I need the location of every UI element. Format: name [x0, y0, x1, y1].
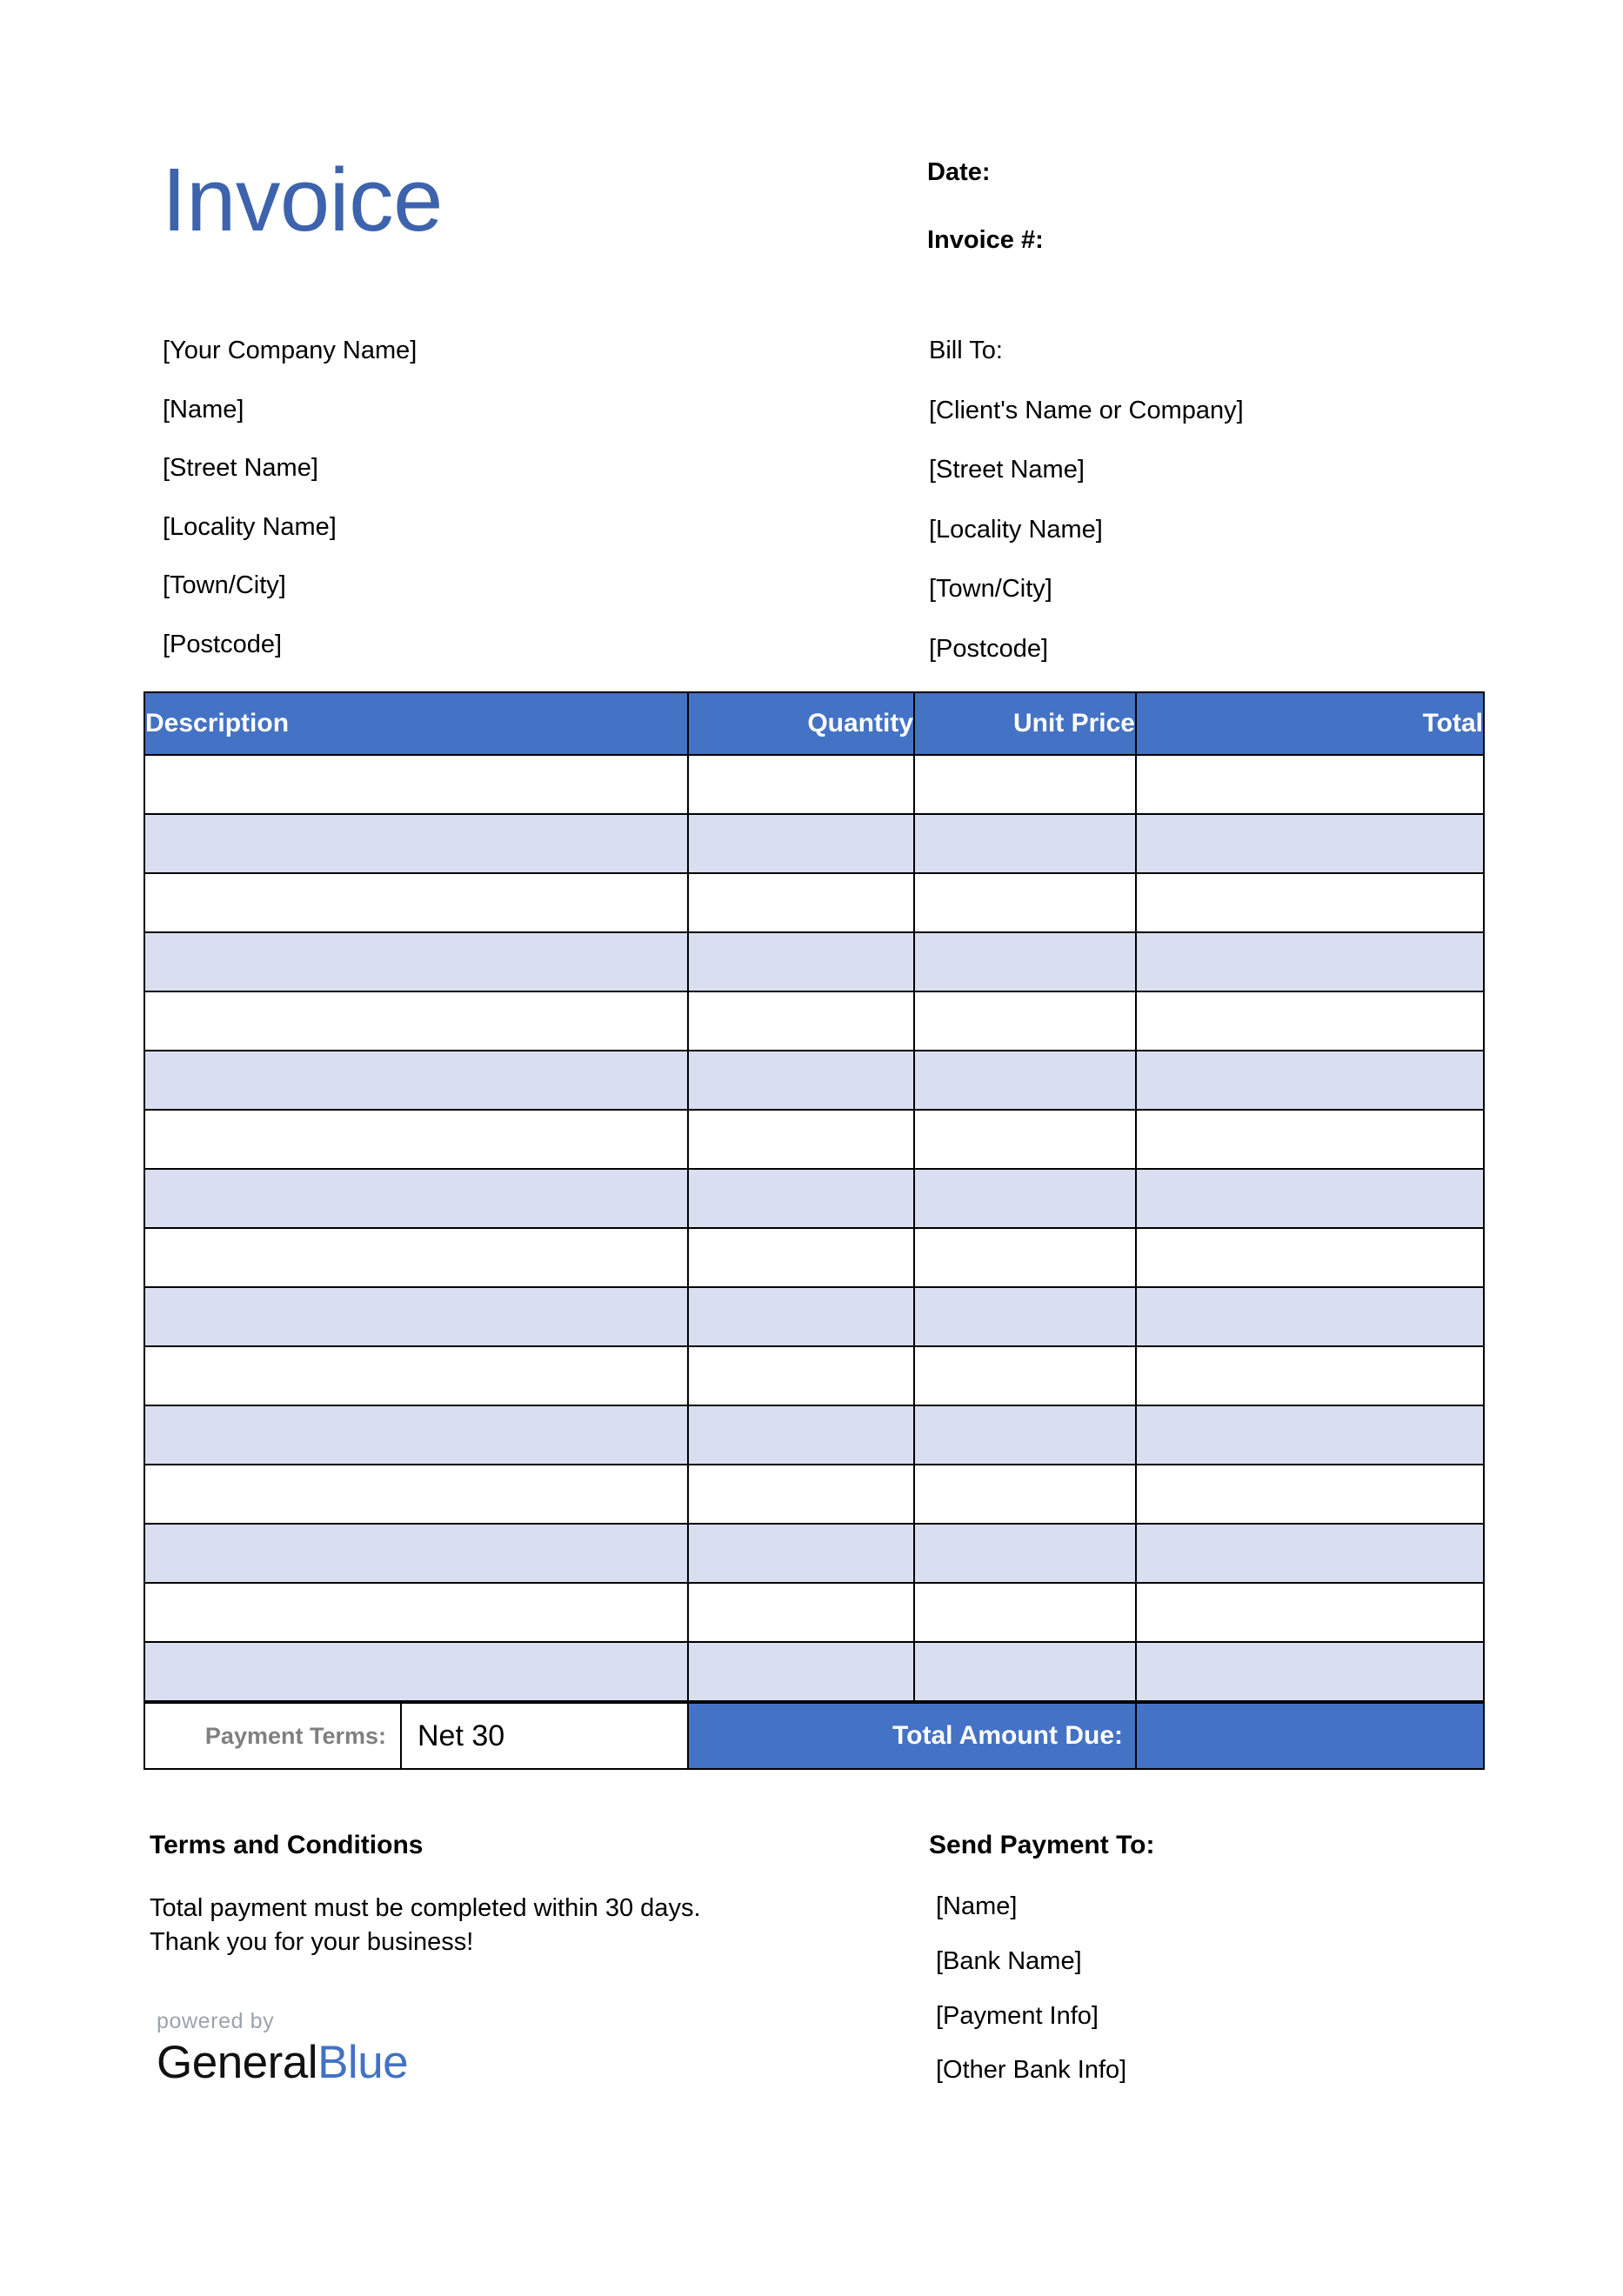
cell-total[interactable]	[1136, 1346, 1484, 1405]
total-amount-due-label: Total Amount Due:	[688, 1703, 1136, 1769]
table-row[interactable]	[144, 991, 1484, 1051]
cell-unit-price[interactable]	[914, 1346, 1136, 1405]
total-amount-due-value[interactable]	[1136, 1703, 1484, 1769]
cell-description[interactable]	[144, 1228, 688, 1287]
cell-total[interactable]	[1136, 1287, 1484, 1346]
terms-heading: Terms and Conditions	[150, 1831, 424, 1859]
bill-to-town-city: [Town/City]	[929, 575, 1052, 604]
invoice-header	[0, 0, 1623, 348]
cell-quantity[interactable]	[688, 873, 914, 932]
table-header-row	[144, 692, 1484, 755]
cell-unit-price[interactable]	[914, 1405, 1136, 1465]
table-row[interactable]	[144, 1228, 1484, 1287]
cell-total[interactable]	[1136, 1110, 1484, 1169]
table-row[interactable]	[144, 1346, 1484, 1405]
cell-unit-price[interactable]	[914, 1287, 1136, 1346]
payment-other-info: [Other Bank Info]	[936, 2056, 1127, 2085]
address-section	[0, 335, 1623, 663]
totals-row	[144, 1703, 1484, 1769]
cell-unit-price[interactable]	[914, 873, 1136, 932]
table-row[interactable]	[144, 1110, 1484, 1169]
cell-total[interactable]	[1136, 1228, 1484, 1287]
table-row[interactable]	[144, 1287, 1484, 1346]
cell-description[interactable]	[144, 1346, 688, 1405]
line-items-table	[144, 691, 1485, 1702]
table-row[interactable]	[144, 814, 1484, 873]
terms-line-2: Thank you for your business!	[150, 1927, 474, 1956]
cell-description[interactable]	[144, 1051, 688, 1110]
cell-unit-price[interactable]	[914, 1051, 1136, 1110]
cell-unit-price[interactable]	[914, 1642, 1136, 1701]
line-items-section	[144, 691, 1483, 1770]
cell-unit-price[interactable]	[914, 755, 1136, 814]
send-payment-heading: Send Payment To:	[929, 1831, 1155, 1859]
cell-quantity[interactable]	[688, 991, 914, 1051]
cell-quantity[interactable]	[688, 814, 914, 873]
sender-street: [Street Name]	[163, 454, 318, 483]
date-label: Date:	[927, 158, 991, 186]
cell-quantity[interactable]	[688, 1346, 914, 1405]
table-row[interactable]	[144, 1583, 1484, 1642]
sender-postcode: [Postcode]	[163, 630, 283, 658]
payment-name: [Name]	[936, 1892, 1018, 1920]
bill-to-client: [Client's Name or Company]	[929, 396, 1244, 424]
line-items-body	[144, 755, 1484, 1701]
brand-word-general: General	[157, 2037, 318, 2088]
cell-description[interactable]	[144, 1524, 688, 1583]
brand-logo	[157, 2009, 408, 2088]
page-title: Invoice	[162, 150, 443, 250]
brand-wordmark	[157, 2038, 408, 2088]
sender-name: [Name]	[163, 395, 244, 424]
terms-and-conditions-block	[150, 1831, 845, 1959]
cell-unit-price[interactable]	[914, 991, 1136, 1051]
cell-unit-price[interactable]	[914, 1110, 1136, 1169]
bill-to-block	[929, 335, 1590, 692]
cell-quantity[interactable]	[688, 1524, 914, 1583]
column-header-description: Description	[144, 692, 688, 755]
cell-quantity[interactable]	[688, 1110, 914, 1169]
table-row[interactable]	[144, 1169, 1484, 1228]
cell-description[interactable]	[144, 991, 688, 1051]
cell-description[interactable]	[144, 1642, 688, 1701]
cell-description[interactable]	[144, 755, 688, 814]
bill-to-heading: Bill To:	[929, 337, 1003, 364]
column-header-quantity: Quantity	[688, 692, 914, 755]
table-row[interactable]	[144, 1051, 1484, 1110]
cell-total[interactable]	[1136, 932, 1484, 991]
cell-total[interactable]	[1136, 1524, 1484, 1583]
sender-company-name: [Your Company Name]	[163, 337, 417, 364]
cell-total[interactable]	[1136, 1642, 1484, 1701]
payment-terms-value[interactable]: Net 30	[401, 1703, 688, 1769]
cell-quantity[interactable]	[688, 1405, 914, 1465]
cell-description[interactable]	[144, 1583, 688, 1642]
cell-description[interactable]	[144, 1405, 688, 1465]
cell-total[interactable]	[1136, 873, 1484, 932]
table-row[interactable]	[144, 1524, 1484, 1583]
cell-description[interactable]	[144, 1169, 688, 1228]
table-row[interactable]	[144, 1465, 1484, 1524]
payment-terms-label: Payment Terms:	[144, 1703, 401, 1769]
payment-bank-name: [Bank Name]	[936, 1946, 1082, 1975]
cell-total[interactable]	[1136, 755, 1484, 814]
cell-description[interactable]	[144, 1465, 688, 1524]
cell-total[interactable]	[1136, 1169, 1484, 1228]
cell-unit-price[interactable]	[914, 932, 1136, 991]
payment-info: [Payment Info]	[936, 2001, 1099, 2030]
cell-quantity[interactable]	[688, 755, 914, 814]
cell-quantity[interactable]	[688, 1287, 914, 1346]
bill-to-postcode: [Postcode]	[929, 634, 1049, 663]
cell-quantity[interactable]	[688, 1228, 914, 1287]
cell-total[interactable]	[1136, 1405, 1484, 1465]
bill-to-street: [Street Name]	[929, 456, 1085, 484]
cell-total[interactable]	[1136, 1465, 1484, 1524]
cell-total[interactable]	[1136, 991, 1484, 1051]
cell-unit-price[interactable]	[914, 1465, 1136, 1524]
cell-unit-price[interactable]	[914, 1169, 1136, 1228]
sender-address-block	[163, 335, 824, 687]
terms-line-1: Total payment must be completed within 30 days.	[150, 1894, 701, 1922]
column-header-total: Total	[1136, 692, 1484, 755]
table-row[interactable]	[144, 932, 1484, 991]
cell-quantity[interactable]	[688, 1051, 914, 1110]
table-row[interactable]	[144, 755, 1484, 814]
brand-word-blue: Blue	[317, 2037, 409, 2088]
table-row[interactable]	[144, 1642, 1484, 1701]
invoice-number-label: Invoice #:	[927, 226, 1044, 255]
cell-description[interactable]	[144, 1110, 688, 1169]
cell-quantity[interactable]	[688, 932, 914, 991]
cell-quantity[interactable]	[688, 1169, 914, 1228]
bill-to-locality: [Locality Name]	[929, 515, 1103, 544]
cell-description[interactable]	[144, 1287, 688, 1346]
cell-quantity[interactable]	[688, 1642, 914, 1701]
send-payment-to-block	[929, 1831, 1573, 2110]
cell-description[interactable]	[144, 873, 688, 932]
cell-quantity[interactable]	[688, 1465, 914, 1524]
cell-total[interactable]	[1136, 814, 1484, 873]
cell-unit-price[interactable]	[914, 1583, 1136, 1642]
powered-by-label: powered by	[157, 2009, 275, 2033]
column-header-unit-price: Unit Price	[914, 692, 1136, 755]
table-row[interactable]	[144, 873, 1484, 932]
cell-quantity[interactable]	[688, 1583, 914, 1642]
cell-description[interactable]	[144, 814, 688, 873]
totals-row-table	[144, 1702, 1485, 1770]
cell-description[interactable]	[144, 932, 688, 991]
cell-total[interactable]	[1136, 1051, 1484, 1110]
cell-unit-price[interactable]	[914, 1524, 1136, 1583]
cell-unit-price[interactable]	[914, 814, 1136, 873]
table-row[interactable]	[144, 1405, 1484, 1465]
cell-total[interactable]	[1136, 1583, 1484, 1642]
invoice-meta-block	[927, 157, 1484, 293]
cell-unit-price[interactable]	[914, 1228, 1136, 1287]
sender-locality: [Locality Name]	[163, 512, 337, 541]
sender-town-city: [Town/City]	[163, 571, 286, 600]
